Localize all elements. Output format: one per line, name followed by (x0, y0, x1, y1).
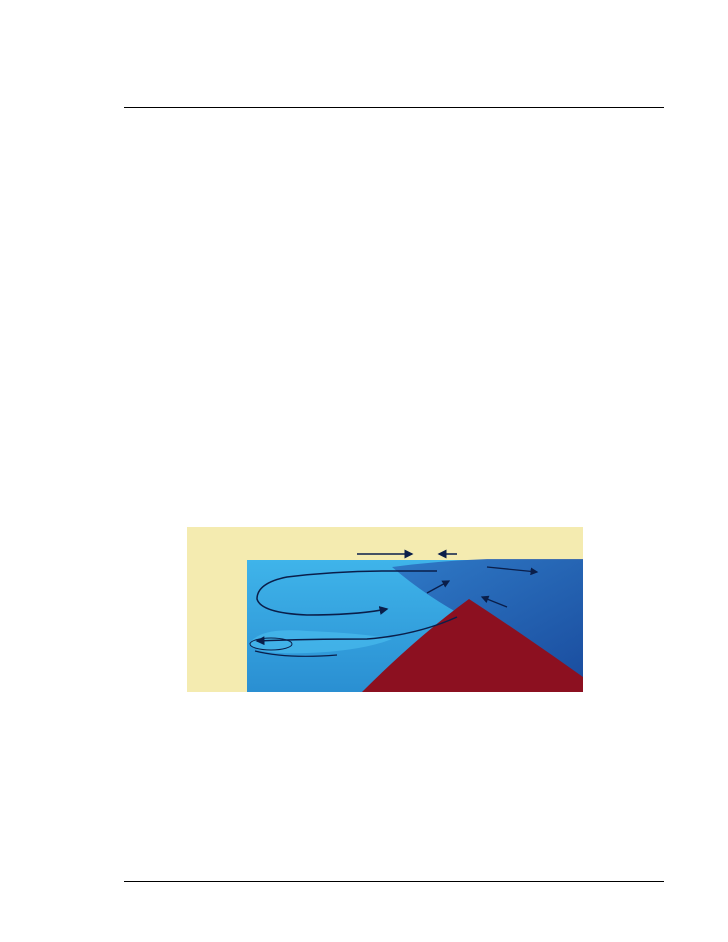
ocean-cross-section (187, 527, 583, 692)
header-divider (124, 107, 664, 108)
footer-divider (124, 881, 664, 882)
running-header (124, 84, 662, 106)
figure-13-diagram (187, 527, 583, 692)
